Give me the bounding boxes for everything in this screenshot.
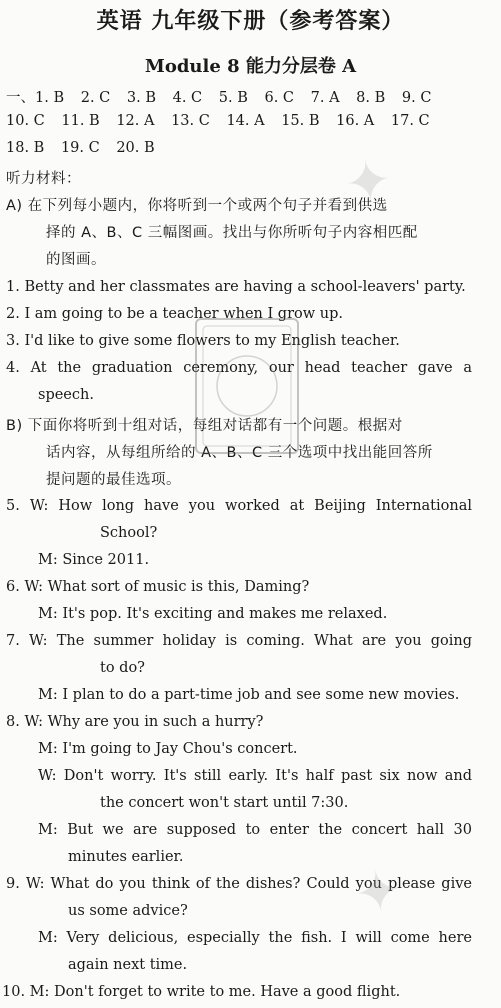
answer-item: 3. B: [126, 90, 156, 106]
answer-item: 7. A: [310, 90, 340, 106]
answer-item: 2. C: [80, 90, 111, 106]
answer-item: 18. B: [6, 140, 45, 156]
sentence-3: 3. I'd like to give some flowers to my English teacher.: [6, 333, 400, 349]
answer-item: 12. A: [116, 113, 155, 129]
dialog-9-line: again next time.: [68, 957, 188, 973]
dialog-8-line: M: But we are supposed to enter the concert hall 30: [38, 822, 472, 838]
section-a-instruction: 的图画。: [46, 252, 106, 268]
answer-item: 4. C: [172, 90, 203, 106]
answer-item: 9. C: [401, 90, 432, 106]
dialog-5-line: School?: [100, 525, 158, 541]
answer-item: 13. C: [171, 113, 210, 129]
answer-item: 15. B: [281, 113, 320, 129]
listening-heading: 听力材料：: [6, 171, 81, 187]
watermark-corner-bottom: ✦: [350, 857, 407, 928]
dialog-7-line: to do?: [100, 660, 145, 676]
watermark-corner-top: ✦: [340, 147, 397, 218]
section-a-instruction: 择的 A、B、C 三幅图画。找出与你所听句子内容相匹配: [46, 225, 418, 241]
sentence-1: 1. Betty and her classmates are having a school-leavers' party.: [6, 279, 466, 295]
dialog-6-line: M: It's pop. It's exciting and makes me relaxed.: [38, 606, 388, 622]
dialog-8-line: the concert won't start until 7:30.: [100, 795, 349, 811]
dialog-9-line: us some advice?: [68, 903, 188, 919]
answer-item: 20. B: [116, 140, 155, 156]
dialog-10-line: 10. M: Don't forget to write to me. Have a good flight.: [2, 984, 401, 1000]
answer-row-3: [6, 140, 167, 156]
dialog-7-line: 7. W: The summer holiday is coming. What are you going: [6, 633, 472, 649]
dialog-7-line: M: I plan to do a part-time job and see some new movies.: [38, 687, 460, 703]
answer-item: 6. C: [264, 90, 295, 106]
answer-row-2: [6, 113, 442, 129]
dialog-9-line: M: Very delicious, especially the fish. I will come here: [38, 930, 472, 946]
sentence-4-cont: speech.: [38, 387, 94, 403]
dialog-6-line: 6. W: What sort of music is this, Daming?: [6, 579, 310, 595]
page-subtitle: Module 8 能力分层卷 A: [144, 56, 357, 77]
answer-item: 17. C: [390, 113, 430, 129]
dialog-8-line: M: I'm going to Jay Chou's concert.: [38, 741, 298, 757]
answer-row-1: [6, 86, 443, 107]
sentence-4: 4. At the graduation ceremony, our head teacher gave a: [6, 360, 472, 376]
section-a-instruction: A) 在下列每小题内，你将听到一个或两个句子并看到供选: [6, 198, 388, 214]
answer-item: 11. B: [61, 113, 100, 129]
answer-item: 14. A: [226, 113, 265, 129]
watermark-stamp: [195, 318, 299, 454]
dialog-5-line: 5. W: How long have you worked at Beijing International: [6, 498, 472, 514]
dialog-8-line: 8. W: Why are you in such a hurry?: [6, 714, 264, 730]
answer-item: 一、1. B: [6, 90, 65, 106]
section-b-instruction: 话内容，从每组所给的 A、B、C 三个选项中找出能回答所: [46, 445, 433, 461]
sentence-2: 2. I am going to be a teacher when I grow up.: [6, 306, 343, 322]
dialog-9-line: 9. W: What do you think of the dishes? Could you please give: [6, 876, 472, 892]
answer-item: 19. C: [60, 140, 100, 156]
section-b-instruction: B) 下面你将听到十组对话，每组对话都有一个问题。根据对: [6, 418, 403, 434]
dialog-8-line: minutes earlier.: [68, 849, 184, 865]
page-title: 英语 九年级下册（参考答案）: [96, 9, 405, 34]
answer-item: 8. B: [356, 90, 386, 106]
dialog-8-line: W: Don't worry. It's still early. It's half past six now and: [38, 768, 472, 784]
dialog-5-line: M: Since 2011.: [38, 552, 150, 568]
watermark-graphic: [197, 320, 297, 452]
answer-item: 10. C: [6, 113, 45, 129]
answer-item: 16. A: [336, 113, 375, 129]
section-b-instruction: 提问题的最佳选项。: [46, 472, 181, 488]
answer-item: 5. B: [218, 90, 248, 106]
